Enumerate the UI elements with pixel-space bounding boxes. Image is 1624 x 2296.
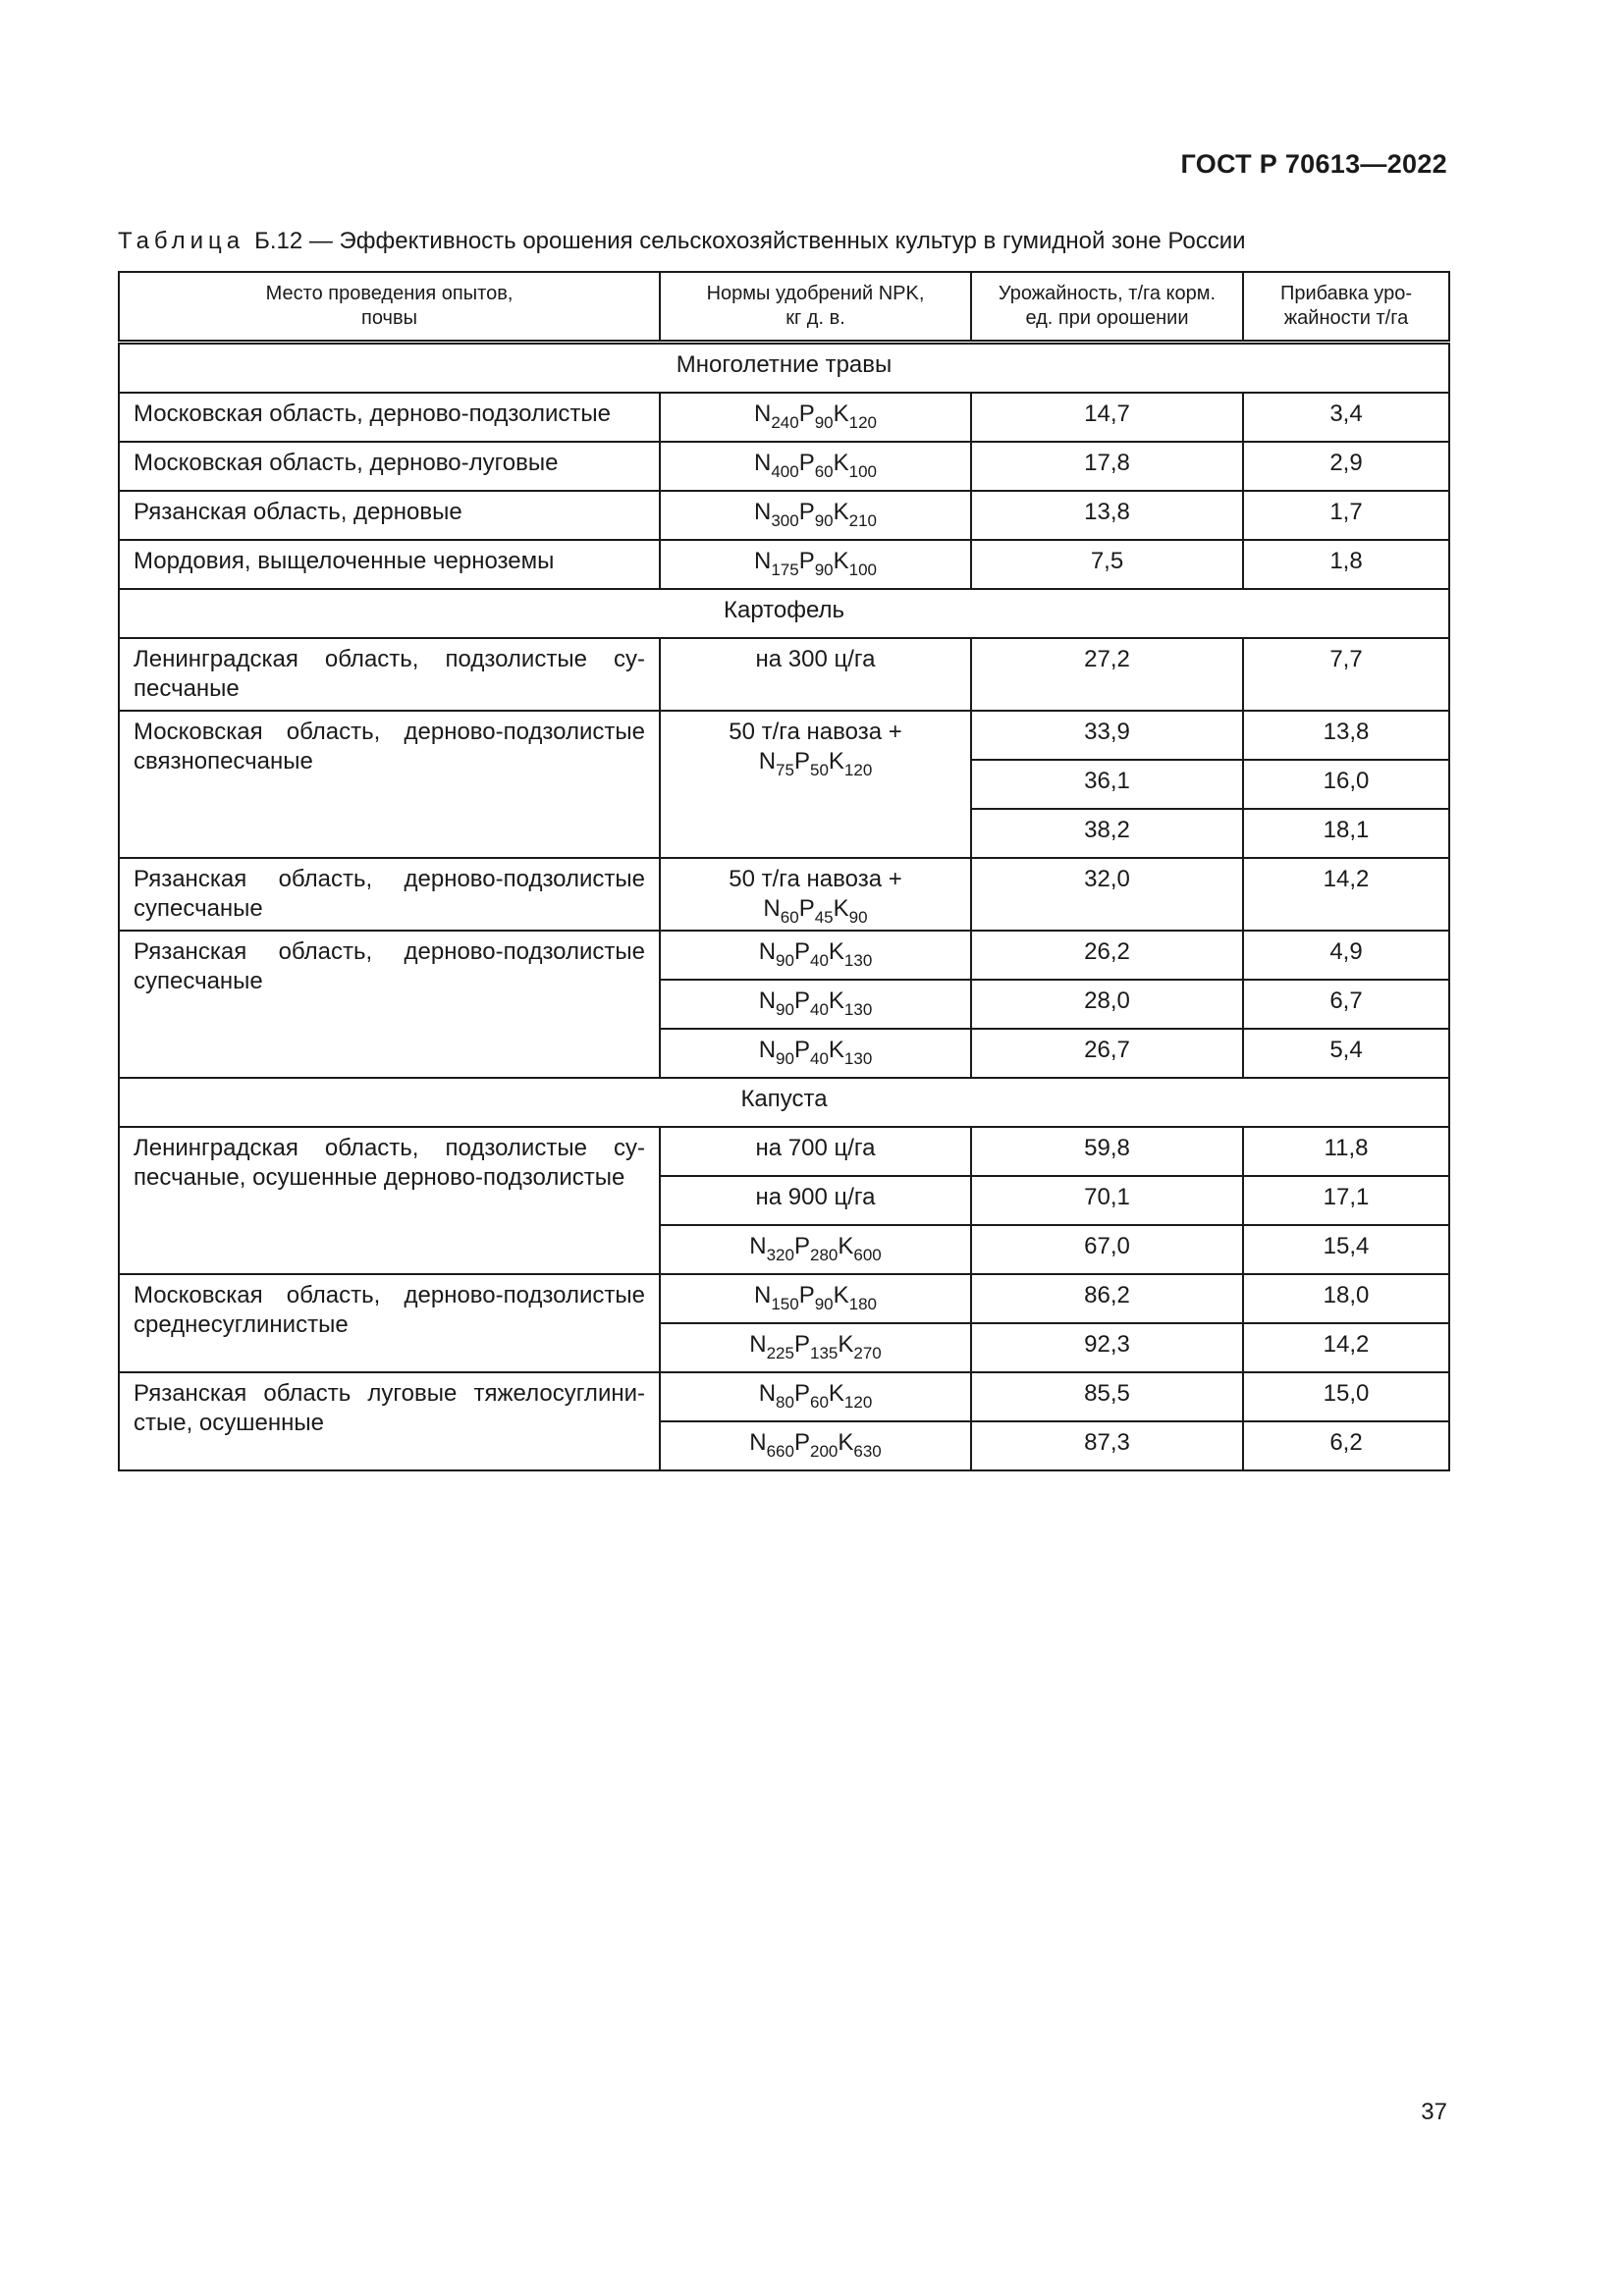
cell-fertilizer-norm (660, 1029, 971, 1078)
table-caption-word: Таблица (118, 228, 245, 254)
nutrient-k: K (838, 1331, 854, 1358)
nutrient-dose: 90 (776, 1049, 794, 1068)
nutrient-dose: 90 (814, 511, 834, 530)
table-body (119, 343, 1449, 1471)
nutrient-dose: 200 (809, 1442, 839, 1461)
cell-yield: 26,2 (971, 931, 1243, 980)
cell-yield: 26,7 (971, 1029, 1243, 1078)
cell-yield-gain: 5,4 (1243, 1029, 1449, 1078)
header-fertilizer-norm: Нормы удобрений NPK, кг д. в. (660, 272, 971, 343)
nutrient-n: N (749, 1429, 767, 1456)
cell-yield: 92,3 (971, 1323, 1243, 1372)
cell-place: Московская область, дерново-подзолистые связнопесчаные (119, 711, 660, 858)
cell-yield-gain: 6,2 (1243, 1421, 1449, 1470)
cell-fertilizer-norm (660, 980, 971, 1029)
cell-place: Московская область, дерново-луговые (119, 442, 660, 491)
crop-group-title: Капуста (119, 1078, 1449, 1127)
nutrient-p: P (793, 748, 810, 774)
nutrient-dose: 100 (848, 561, 878, 579)
nutrient-k: K (833, 499, 849, 525)
cell-fertilizer-norm (660, 393, 971, 442)
nutrient-n: N (749, 1331, 767, 1358)
nutrient-dose: 90 (776, 951, 794, 970)
nutrient-n: N (753, 548, 772, 574)
nutrient-k: K (828, 1380, 844, 1407)
table-row (119, 931, 1449, 980)
nutrient-p: P (798, 400, 815, 427)
nutrient-dose: 660 (766, 1442, 794, 1461)
cell-yield-gain: 15,4 (1243, 1225, 1449, 1274)
nutrient-dose: 120 (848, 413, 878, 432)
nutrient-k: K (828, 1037, 844, 1063)
cell-fertilizer-norm (660, 858, 971, 931)
cell-yield-gain: 17,1 (1243, 1176, 1449, 1225)
nutrient-p: P (793, 1429, 810, 1456)
cell-yield-gain: 14,2 (1243, 1323, 1449, 1372)
group-row (119, 343, 1449, 394)
cell-yield: 28,0 (971, 980, 1243, 1029)
cell-yield: 70,1 (971, 1176, 1243, 1225)
cell-yield: 17,8 (971, 442, 1243, 491)
cell-fertilizer-norm (660, 1127, 971, 1176)
table-row (119, 711, 1449, 760)
nutrient-dose: 100 (848, 462, 878, 481)
nutrient-dose: 120 (843, 1393, 873, 1412)
nutrient-dose: 320 (766, 1246, 794, 1264)
nutrient-dose: 135 (809, 1344, 839, 1362)
nutrient-n: N (753, 1282, 772, 1308)
table-row (119, 393, 1449, 442)
nutrient-p: P (798, 499, 815, 525)
nutrient-dose: 240 (771, 413, 799, 432)
cell-yield-gain: 4,9 (1243, 931, 1449, 980)
cell-place: Рязанская область, дерново-подзолистые супесчаные (119, 931, 660, 1078)
nutrient-dose: 630 (853, 1442, 882, 1461)
nutrient-dose: 40 (809, 1000, 829, 1019)
nutrient-n: N (753, 499, 772, 525)
header-yield-gain: Прибавка уро- жайности т/га (1243, 272, 1449, 343)
cell-yield-gain: 13,8 (1243, 711, 1449, 760)
nutrient-n: N (753, 400, 772, 427)
norm-prefix: 50 т/га навоза + (729, 866, 902, 892)
cell-fertilizer-norm (660, 1421, 971, 1470)
document-code: ГОСТ Р 70613—2022 (1180, 149, 1447, 179)
nutrient-p: P (798, 548, 815, 574)
norm-prefix: 50 т/га навоза + (729, 719, 902, 745)
cell-yield: 87,3 (971, 1421, 1243, 1470)
table-row (119, 638, 1449, 711)
cell-yield-gain: 2,9 (1243, 442, 1449, 491)
nutrient-dose: 180 (848, 1295, 878, 1313)
nutrient-dose: 130 (843, 1000, 873, 1019)
cell-yield-gain: 18,0 (1243, 1274, 1449, 1323)
nutrient-p: P (798, 450, 815, 476)
cell-yield-gain: 1,7 (1243, 491, 1449, 540)
nutrient-n: N (763, 895, 781, 922)
nutrient-dose: 280 (809, 1246, 839, 1264)
cell-yield: 14,7 (971, 393, 1243, 442)
nutrient-k: K (833, 400, 849, 427)
cell-place: Московская область, дерново-подзолистые (119, 393, 660, 442)
cell-place: Рязанская область, дерново-подзолистые супесчаные (119, 858, 660, 931)
table-row (119, 442, 1449, 491)
nutrient-n: N (749, 1233, 767, 1259)
header-row (119, 272, 1449, 343)
nutrient-dose: 90 (814, 561, 834, 579)
cell-yield: 67,0 (971, 1225, 1243, 1274)
cell-fertilizer-norm (660, 638, 971, 711)
cell-yield-gain: 15,0 (1243, 1372, 1449, 1421)
table-header (119, 272, 1449, 343)
table-caption-text: Б.12 — Эффективность орошения сельскохозяйственных культур в гумидной зоне России (254, 228, 1246, 254)
nutrient-n: N (758, 1037, 777, 1063)
cell-place: Ленинградская область, подзолистые су-песчаные (119, 638, 660, 711)
table-row (119, 540, 1449, 589)
nutrient-k: K (833, 895, 849, 922)
cell-fertilizer-norm (660, 931, 971, 980)
cell-fertilizer-norm (660, 711, 971, 858)
table-row (119, 1274, 1449, 1323)
nutrient-k: K (828, 938, 844, 965)
nutrient-p: P (793, 1380, 810, 1407)
nutrient-dose: 40 (809, 951, 829, 970)
nutrient-dose: 90 (848, 908, 868, 927)
nutrient-dose: 60 (780, 908, 799, 927)
nutrient-k: K (838, 1429, 854, 1456)
nutrient-dose: 225 (766, 1344, 794, 1362)
cell-yield-gain: 18,1 (1243, 809, 1449, 858)
nutrient-dose: 90 (814, 1295, 834, 1313)
cell-fertilizer-norm (660, 442, 971, 491)
cell-yield-gain: 16,0 (1243, 760, 1449, 809)
nutrient-dose: 150 (771, 1295, 799, 1313)
nutrient-p: P (793, 938, 810, 965)
nutrient-k: K (833, 548, 849, 574)
nutrient-dose: 60 (814, 462, 834, 481)
nutrient-k: K (833, 450, 849, 476)
cell-yield-gain: 11,8 (1243, 1127, 1449, 1176)
nutrient-k: K (838, 1233, 854, 1259)
table-caption (118, 228, 1246, 255)
table-row (119, 1127, 1449, 1176)
header-yield: Урожайность, т/га корм. ед. при орошении (971, 272, 1243, 343)
cell-place: Московская область, дерново-подзолистые среднесуглинистые (119, 1274, 660, 1372)
cell-yield: 13,8 (971, 491, 1243, 540)
crop-group-title: Многолетние травы (119, 343, 1449, 394)
cell-yield: 38,2 (971, 809, 1243, 858)
nutrient-n: N (758, 988, 777, 1014)
cell-place: Рязанская область, дерновые (119, 491, 660, 540)
nutrient-dose: 80 (776, 1393, 794, 1412)
cell-place: Ленинградская область, подзолистые су-песчаные, осушенные дерново-подзолистые (119, 1127, 660, 1274)
nutrient-n: N (758, 938, 777, 965)
cell-fertilizer-norm (660, 1323, 971, 1372)
cell-yield: 85,5 (971, 1372, 1243, 1421)
nutrient-dose: 40 (809, 1049, 829, 1068)
cell-yield-gain: 7,7 (1243, 638, 1449, 711)
cell-fertilizer-norm (660, 1274, 971, 1323)
nutrient-dose: 300 (771, 511, 799, 530)
table-row (119, 1372, 1449, 1421)
cell-yield-gain: 3,4 (1243, 393, 1449, 442)
cell-fertilizer-norm (660, 1372, 971, 1421)
nutrient-n: N (758, 1380, 777, 1407)
nutrient-p: P (798, 1282, 815, 1308)
norm-text: на 900 ц/га (755, 1184, 876, 1210)
nutrient-n: N (753, 450, 772, 476)
nutrient-dose: 400 (771, 462, 799, 481)
header-place: Место проведения опытов, почвы (119, 272, 660, 343)
cell-yield: 32,0 (971, 858, 1243, 931)
cell-yield: 7,5 (971, 540, 1243, 589)
page-number: 37 (1421, 2099, 1447, 2125)
nutrient-dose: 175 (771, 561, 799, 579)
nutrient-p: P (793, 1331, 810, 1358)
cell-fertilizer-norm (660, 540, 971, 589)
cell-place: Мордовия, выщелоченные черноземы (119, 540, 660, 589)
cell-yield-gain: 6,7 (1243, 980, 1449, 1029)
cell-yield-gain: 1,8 (1243, 540, 1449, 589)
nutrient-dose: 50 (809, 761, 829, 779)
nutrient-dose: 60 (809, 1393, 829, 1412)
nutrient-dose: 210 (848, 511, 878, 530)
nutrient-p: P (793, 1037, 810, 1063)
cell-fertilizer-norm (660, 1176, 971, 1225)
nutrient-dose: 130 (843, 1049, 873, 1068)
norm-text: на 700 ц/га (755, 1135, 876, 1161)
nutrient-dose: 120 (843, 761, 873, 779)
irrigation-efficiency-table (118, 271, 1450, 1471)
nutrient-n: N (758, 748, 777, 774)
group-row (119, 1078, 1449, 1127)
norm-text: на 300 ц/га (755, 646, 876, 672)
cell-yield: 36,1 (971, 760, 1243, 809)
group-row (119, 589, 1449, 638)
nutrient-dose: 90 (776, 1000, 794, 1019)
cell-place: Рязанская область луговые тяжелосуглини-стые, осушенные (119, 1372, 660, 1470)
table-row (119, 491, 1449, 540)
nutrient-k: K (828, 748, 844, 774)
crop-group-title: Картофель (119, 589, 1449, 638)
nutrient-p: P (798, 895, 815, 922)
cell-yield: 27,2 (971, 638, 1243, 711)
nutrient-p: P (793, 988, 810, 1014)
nutrient-dose: 45 (814, 908, 834, 927)
nutrient-dose: 270 (853, 1344, 882, 1362)
cell-yield: 59,8 (971, 1127, 1243, 1176)
table-row (119, 858, 1449, 931)
nutrient-dose: 90 (814, 413, 834, 432)
nutrient-dose: 600 (853, 1246, 882, 1264)
nutrient-dose: 75 (776, 761, 794, 779)
cell-yield-gain: 14,2 (1243, 858, 1449, 931)
cell-yield: 33,9 (971, 711, 1243, 760)
cell-fertilizer-norm (660, 1225, 971, 1274)
cell-yield: 86,2 (971, 1274, 1243, 1323)
nutrient-k: K (833, 1282, 849, 1308)
nutrient-dose: 130 (843, 951, 873, 970)
nutrient-p: P (793, 1233, 810, 1259)
nutrient-k: K (828, 988, 844, 1014)
cell-fertilizer-norm (660, 491, 971, 540)
